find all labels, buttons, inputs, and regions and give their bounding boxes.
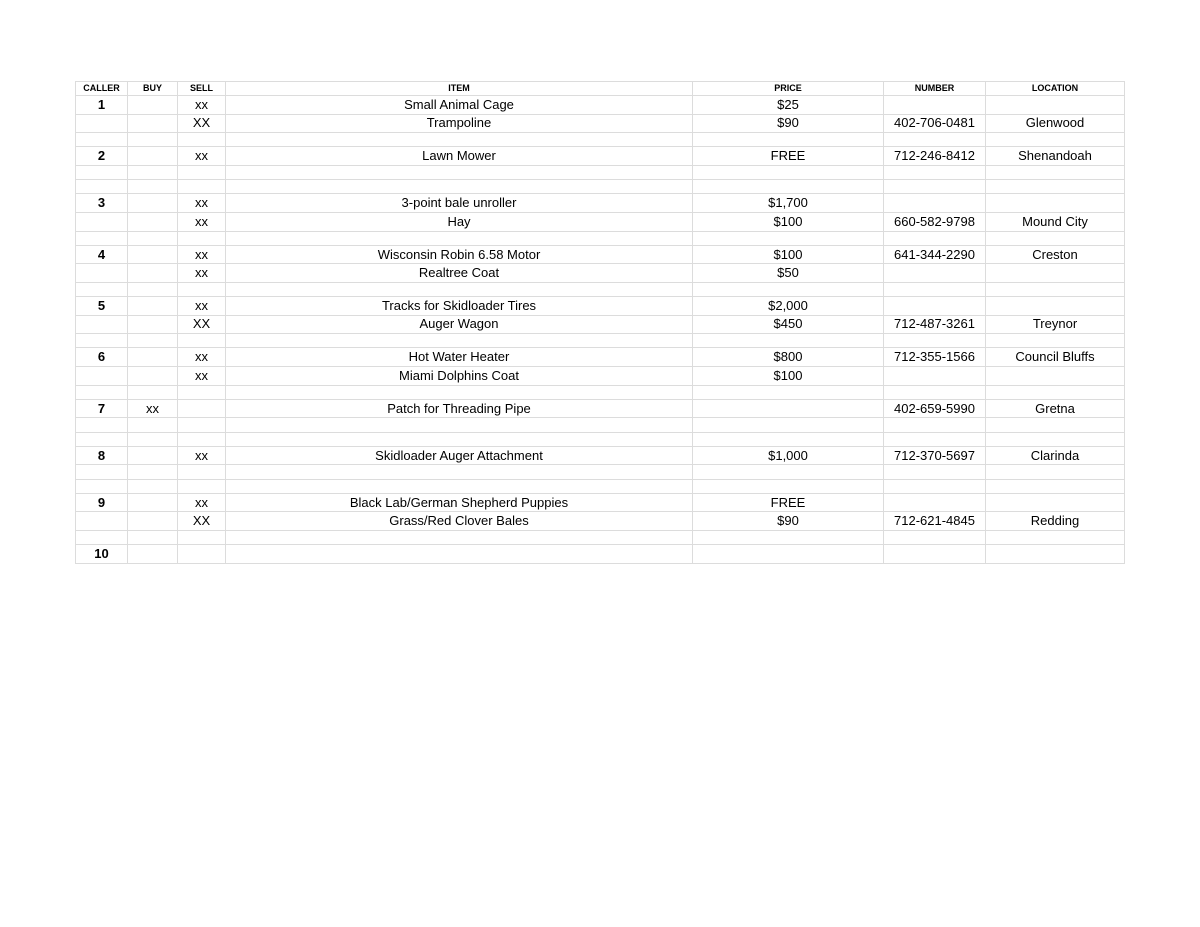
item-cell: Trampoline — [226, 114, 693, 133]
item-cell — [226, 133, 693, 147]
caller-cell — [76, 530, 128, 544]
caller-cell: 8 — [76, 446, 128, 465]
buy-cell — [128, 530, 178, 544]
caller-cell: 9 — [76, 493, 128, 512]
location-cell — [986, 282, 1125, 296]
caller-cell — [76, 334, 128, 348]
table-row — [76, 297, 1125, 316]
number-cell — [884, 264, 986, 283]
sell-cell — [178, 399, 226, 418]
sell-cell — [178, 282, 226, 296]
price-cell: FREE — [693, 493, 884, 512]
sell-cell: XX — [178, 315, 226, 334]
caller-cell — [76, 418, 128, 432]
buy-cell — [128, 147, 178, 166]
table-row — [76, 493, 1125, 512]
price-cell: $100 — [693, 212, 884, 231]
item-cell: Miami Dolphins Coat — [226, 367, 693, 386]
sell-cell — [178, 133, 226, 147]
location-cell — [986, 465, 1125, 479]
price-cell: $1,700 — [693, 194, 884, 213]
header-caller: CALLER — [76, 82, 128, 96]
location-cell: Council Bluffs — [986, 348, 1125, 367]
location-cell: Treynor — [986, 315, 1125, 334]
table-row — [76, 96, 1125, 115]
caller-cell — [76, 282, 128, 296]
table-row — [76, 315, 1125, 334]
sell-cell: xx — [178, 245, 226, 264]
sell-cell: xx — [178, 446, 226, 465]
price-cell: $90 — [693, 512, 884, 531]
price-cell: $100 — [693, 245, 884, 264]
table-row — [76, 114, 1125, 133]
item-cell: Auger Wagon — [226, 315, 693, 334]
buy-cell — [128, 231, 178, 245]
price-cell — [693, 399, 884, 418]
header-price: PRICE — [693, 82, 884, 96]
buy-cell — [128, 432, 178, 446]
sell-cell — [178, 385, 226, 399]
caller-cell — [76, 165, 128, 179]
location-cell — [986, 432, 1125, 446]
item-cell — [226, 465, 693, 479]
number-cell — [884, 465, 986, 479]
number-cell: 712-355-1566 — [884, 348, 986, 367]
price-cell — [693, 432, 884, 446]
price-cell — [693, 133, 884, 147]
item-cell: Patch for Threading Pipe — [226, 399, 693, 418]
location-cell — [986, 530, 1125, 544]
location-cell — [986, 194, 1125, 213]
number-cell: 402-659-5990 — [884, 399, 986, 418]
location-cell: Clarinda — [986, 446, 1125, 465]
sell-cell — [178, 465, 226, 479]
buy-cell — [128, 465, 178, 479]
sell-cell — [178, 180, 226, 194]
location-cell: Glenwood — [986, 114, 1125, 133]
table-row — [76, 282, 1125, 296]
caller-cell — [76, 432, 128, 446]
table-row — [76, 479, 1125, 493]
item-cell — [226, 545, 693, 564]
item-cell — [226, 432, 693, 446]
item-cell: Lawn Mower — [226, 147, 693, 166]
caller-cell — [76, 479, 128, 493]
table-row — [76, 245, 1125, 264]
item-cell — [226, 231, 693, 245]
location-cell: Mound City — [986, 212, 1125, 231]
caller-cell — [76, 385, 128, 399]
table-row — [76, 133, 1125, 147]
item-cell: Hay — [226, 212, 693, 231]
item-cell — [226, 334, 693, 348]
item-cell — [226, 479, 693, 493]
number-cell: 402-706-0481 — [884, 114, 986, 133]
item-cell — [226, 180, 693, 194]
price-cell — [693, 231, 884, 245]
location-cell: Gretna — [986, 399, 1125, 418]
caller-cell — [76, 315, 128, 334]
price-cell: $25 — [693, 96, 884, 115]
table-row — [76, 418, 1125, 432]
price-cell — [693, 479, 884, 493]
table-row — [76, 165, 1125, 179]
buy-cell — [128, 479, 178, 493]
buy-cell — [128, 282, 178, 296]
item-cell — [226, 530, 693, 544]
number-cell — [884, 96, 986, 115]
price-cell — [693, 465, 884, 479]
table-row — [76, 194, 1125, 213]
sell-cell: xx — [178, 212, 226, 231]
location-cell — [986, 96, 1125, 115]
table-row — [76, 385, 1125, 399]
buy-cell — [128, 385, 178, 399]
buy-cell — [128, 194, 178, 213]
buy-cell — [128, 512, 178, 531]
sell-cell — [178, 530, 226, 544]
caller-cell: 4 — [76, 245, 128, 264]
number-cell — [884, 165, 986, 179]
price-cell: $450 — [693, 315, 884, 334]
table-body — [76, 96, 1125, 564]
number-cell — [884, 432, 986, 446]
location-cell: Shenandoah — [986, 147, 1125, 166]
buy-cell: xx — [128, 399, 178, 418]
table-row — [76, 180, 1125, 194]
location-cell — [986, 493, 1125, 512]
buy-cell — [128, 545, 178, 564]
price-cell — [693, 385, 884, 399]
price-cell: $90 — [693, 114, 884, 133]
buy-cell — [128, 245, 178, 264]
buy-cell — [128, 493, 178, 512]
item-cell — [226, 165, 693, 179]
caller-cell — [76, 512, 128, 531]
sell-cell: xx — [178, 348, 226, 367]
caller-cell — [76, 133, 128, 147]
buy-cell — [128, 367, 178, 386]
caller-cell — [76, 231, 128, 245]
sell-cell: xx — [178, 493, 226, 512]
buy-cell — [128, 348, 178, 367]
buy-cell — [128, 212, 178, 231]
location-cell — [986, 479, 1125, 493]
buy-cell — [128, 418, 178, 432]
sell-cell: xx — [178, 194, 226, 213]
number-cell — [884, 180, 986, 194]
number-cell — [884, 385, 986, 399]
item-cell: Small Animal Cage — [226, 96, 693, 115]
header-buy: BUY — [128, 82, 178, 96]
price-cell: $1,000 — [693, 446, 884, 465]
header-number: NUMBER — [884, 82, 986, 96]
number-cell — [884, 297, 986, 316]
price-cell — [693, 334, 884, 348]
sell-cell — [178, 165, 226, 179]
sell-cell — [178, 418, 226, 432]
header-item: ITEM — [226, 82, 693, 96]
price-cell — [693, 418, 884, 432]
item-cell: Black Lab/German Shepherd Puppies — [226, 493, 693, 512]
caller-cell: 10 — [76, 545, 128, 564]
caller-cell: 2 — [76, 147, 128, 166]
caller-cell: 6 — [76, 348, 128, 367]
item-cell: Realtree Coat — [226, 264, 693, 283]
price-cell — [693, 180, 884, 194]
location-cell: Creston — [986, 245, 1125, 264]
sell-cell: xx — [178, 297, 226, 316]
location-cell — [986, 231, 1125, 245]
price-cell — [693, 165, 884, 179]
number-cell — [884, 367, 986, 386]
item-cell: Hot Water Heater — [226, 348, 693, 367]
item-cell: Grass/Red Clover Bales — [226, 512, 693, 531]
sell-cell — [178, 231, 226, 245]
table-row — [76, 530, 1125, 544]
buy-cell — [128, 334, 178, 348]
table-row — [76, 512, 1125, 531]
table-row — [76, 264, 1125, 283]
listings-table — [75, 81, 1125, 564]
number-cell: 641-344-2290 — [884, 245, 986, 264]
buy-cell — [128, 315, 178, 334]
sell-cell — [178, 545, 226, 564]
item-cell: Skidloader Auger Attachment — [226, 446, 693, 465]
header-sell: SELL — [178, 82, 226, 96]
table-row — [76, 348, 1125, 367]
location-cell — [986, 180, 1125, 194]
table-row — [76, 212, 1125, 231]
buy-cell — [128, 96, 178, 115]
table-row — [76, 446, 1125, 465]
buy-cell — [128, 133, 178, 147]
sell-cell — [178, 479, 226, 493]
price-cell — [693, 282, 884, 296]
header-location: LOCATION — [986, 82, 1125, 96]
price-cell — [693, 530, 884, 544]
item-cell: Tracks for Skidloader Tires — [226, 297, 693, 316]
number-cell: 712-246-8412 — [884, 147, 986, 166]
sell-cell: xx — [178, 264, 226, 283]
table-row — [76, 231, 1125, 245]
number-cell — [884, 133, 986, 147]
location-cell — [986, 165, 1125, 179]
header-row — [76, 82, 1125, 96]
sell-cell: xx — [178, 96, 226, 115]
caller-cell — [76, 180, 128, 194]
item-cell — [226, 418, 693, 432]
location-cell — [986, 418, 1125, 432]
number-cell: 660-582-9798 — [884, 212, 986, 231]
location-cell — [986, 367, 1125, 386]
number-cell — [884, 530, 986, 544]
number-cell — [884, 282, 986, 296]
item-cell — [226, 385, 693, 399]
location-cell — [986, 334, 1125, 348]
sell-cell: XX — [178, 512, 226, 531]
price-cell: FREE — [693, 147, 884, 166]
price-cell — [693, 545, 884, 564]
caller-cell — [76, 465, 128, 479]
item-cell: 3-point bale unroller — [226, 194, 693, 213]
caller-cell: 5 — [76, 297, 128, 316]
caller-cell: 1 — [76, 96, 128, 115]
buy-cell — [128, 446, 178, 465]
sell-cell: XX — [178, 114, 226, 133]
table-row — [76, 545, 1125, 564]
sell-cell — [178, 432, 226, 446]
caller-cell — [76, 114, 128, 133]
number-cell: 712-370-5697 — [884, 446, 986, 465]
caller-cell: 3 — [76, 194, 128, 213]
number-cell: 712-487-3261 — [884, 315, 986, 334]
item-cell — [226, 282, 693, 296]
caller-cell — [76, 212, 128, 231]
location-cell — [986, 545, 1125, 564]
buy-cell — [128, 264, 178, 283]
sell-cell: xx — [178, 367, 226, 386]
location-cell — [986, 385, 1125, 399]
buy-cell — [128, 114, 178, 133]
number-cell — [884, 479, 986, 493]
table-row — [76, 147, 1125, 166]
buy-cell — [128, 165, 178, 179]
price-cell: $100 — [693, 367, 884, 386]
location-cell — [986, 133, 1125, 147]
caller-cell — [76, 264, 128, 283]
number-cell — [884, 545, 986, 564]
location-cell — [986, 297, 1125, 316]
sell-cell: xx — [178, 147, 226, 166]
table-row — [76, 334, 1125, 348]
table-row — [76, 367, 1125, 386]
location-cell — [986, 264, 1125, 283]
number-cell — [884, 334, 986, 348]
buy-cell — [128, 297, 178, 316]
sell-cell — [178, 334, 226, 348]
price-cell: $800 — [693, 348, 884, 367]
table-row — [76, 432, 1125, 446]
price-cell: $50 — [693, 264, 884, 283]
item-cell: Wisconsin Robin 6.58 Motor — [226, 245, 693, 264]
table-row — [76, 465, 1125, 479]
number-cell — [884, 493, 986, 512]
number-cell — [884, 231, 986, 245]
caller-cell: 7 — [76, 399, 128, 418]
price-cell: $2,000 — [693, 297, 884, 316]
number-cell: 712-621-4845 — [884, 512, 986, 531]
buy-cell — [128, 180, 178, 194]
location-cell: Redding — [986, 512, 1125, 531]
number-cell — [884, 194, 986, 213]
table-row — [76, 399, 1125, 418]
number-cell — [884, 418, 986, 432]
caller-cell — [76, 367, 128, 386]
